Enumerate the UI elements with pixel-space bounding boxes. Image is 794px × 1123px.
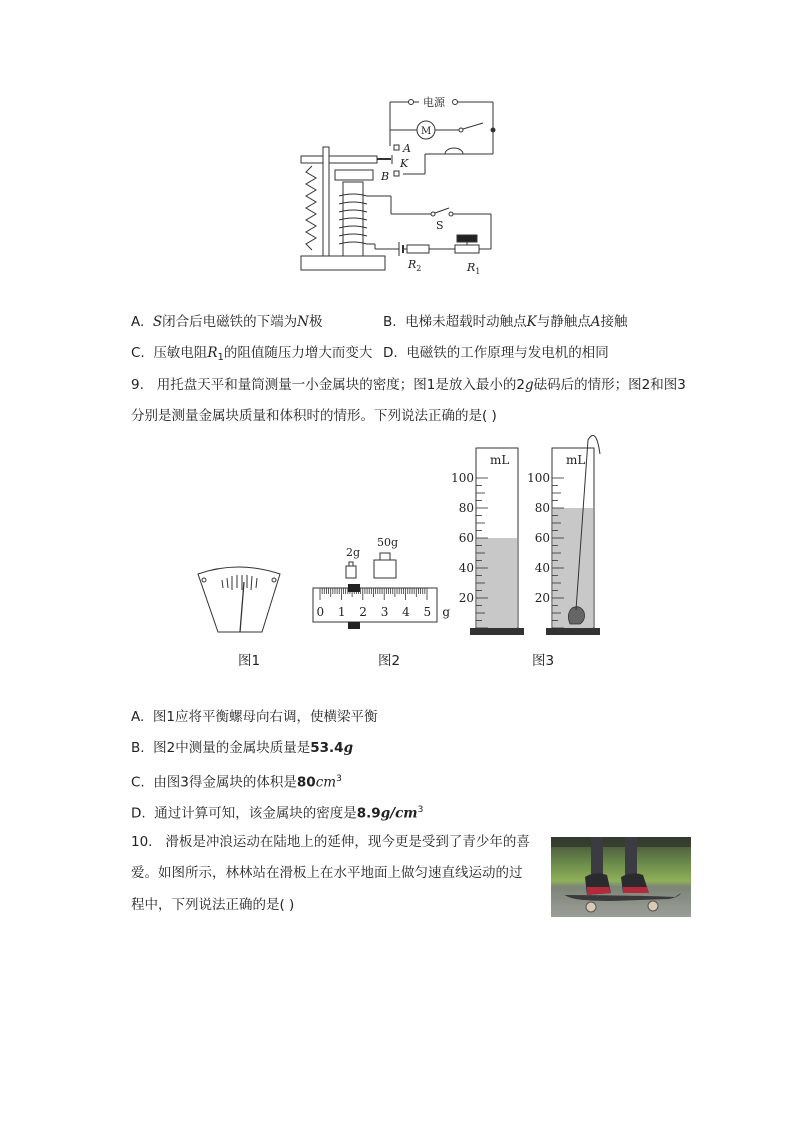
cylinder-tick-label: 20: [534, 591, 550, 605]
q8-option-a: A. S闭合后电磁铁的下端为N极: [131, 314, 323, 330]
motor-label: M: [421, 126, 432, 137]
contact-k-label: K: [400, 157, 409, 170]
cylinder-unit-label: mL: [490, 453, 510, 467]
cylinder-tick-label: 80: [534, 501, 550, 515]
scale-tick-label: 5: [423, 605, 432, 619]
cylinder-tick-label: 60: [458, 531, 474, 545]
q9-stem-line2: 分别是测量金属块质量和体积时的情形。下列说法正确的是( ): [131, 408, 497, 424]
cylinder-tick-label: 100: [451, 471, 474, 485]
q9-option-d: D. 通过计算可知，该金属块的密度是$8.9g/cm^3$: [131, 805, 424, 822]
q8-option-d: D. 电磁铁的工作原理与发电机的相同: [383, 345, 609, 361]
scale-tick-label: 2: [359, 605, 367, 619]
cylinder-tick-label: 20: [458, 591, 474, 605]
contact-b-label: B: [381, 170, 390, 183]
fig1-balance-pointer: [190, 560, 290, 640]
q9-stem-line1: 9. 用托盘天平和量筒测量一小金属块的密度；图1是放入最小的2g砝码后的情形；图2和图3: [131, 377, 686, 393]
scale-tick-label: 4: [402, 605, 410, 619]
weight-50g-label: 50g: [377, 536, 399, 549]
r1-label: $R_1$: [467, 261, 481, 276]
contact-a-label: A: [403, 142, 411, 155]
cylinder-unit-label: mL: [566, 453, 586, 467]
fig1-caption: 图1: [238, 653, 261, 669]
q10-stem-line3: 程中，下列说法正确的是( ): [131, 897, 295, 913]
skateboard-photo: [551, 837, 691, 917]
rider-bottom: [348, 622, 360, 629]
switch-label: S: [436, 219, 444, 232]
cylinder-tick-label: 40: [534, 561, 550, 575]
weight-2g: [346, 566, 356, 578]
cylinder-tick-label: 40: [458, 561, 474, 575]
scale-tick-label: 3: [380, 605, 389, 619]
rider-top: [348, 584, 360, 592]
r2-label: $R_2$: [408, 258, 422, 273]
fig2-weights-and-scale: [310, 530, 451, 632]
cylinder-tick-label: 60: [534, 531, 550, 545]
q9-option-a: A. 图1应将平衡螺母向右调，使横梁平衡: [131, 709, 378, 725]
q8-option-b: B. 电梯未超载时动触点K与静触点A接触: [383, 314, 628, 330]
cylinder-base: [546, 628, 600, 635]
q10-stem-line1: 10. 滑板是冲浪运动在陆地上的延伸，现今更是受到了青少年的喜: [131, 834, 530, 850]
cylinder-tick-label: 100: [527, 471, 550, 485]
cylinder-base: [470, 628, 524, 635]
scale-unit-label: g: [442, 605, 451, 619]
electromagnet-circuit-diagram: [295, 92, 505, 282]
q10-stem-line2: 爱。如图所示，林林站在滑板上在水平地面上做匀速直线运动的过: [131, 865, 523, 881]
fig3-caption: 图3: [532, 653, 555, 669]
weight-2g-label: 2g: [346, 546, 361, 559]
q8-option-c: C. 压敏电阻$R_1$的阻值随压力增大而变大: [131, 345, 373, 363]
q9-option-c: C. 由图3得金属块的体积是$80cm^3$: [131, 774, 342, 791]
scale-tick-label: 0: [316, 605, 325, 619]
fig2-caption: 图2: [378, 653, 401, 669]
weight-50g: [374, 560, 396, 578]
cylinder-tick-label: 80: [458, 501, 474, 515]
q9-option-b: B. 图2中测量的金属块质量是53.4g: [131, 740, 354, 756]
cylinder-without-block: [451, 448, 524, 635]
cylinder-with-block: [527, 435, 600, 635]
scale-tick-label: 1: [337, 605, 346, 619]
power-label: 电源: [423, 96, 445, 109]
fig3-graduated-cylinders: [444, 428, 614, 643]
